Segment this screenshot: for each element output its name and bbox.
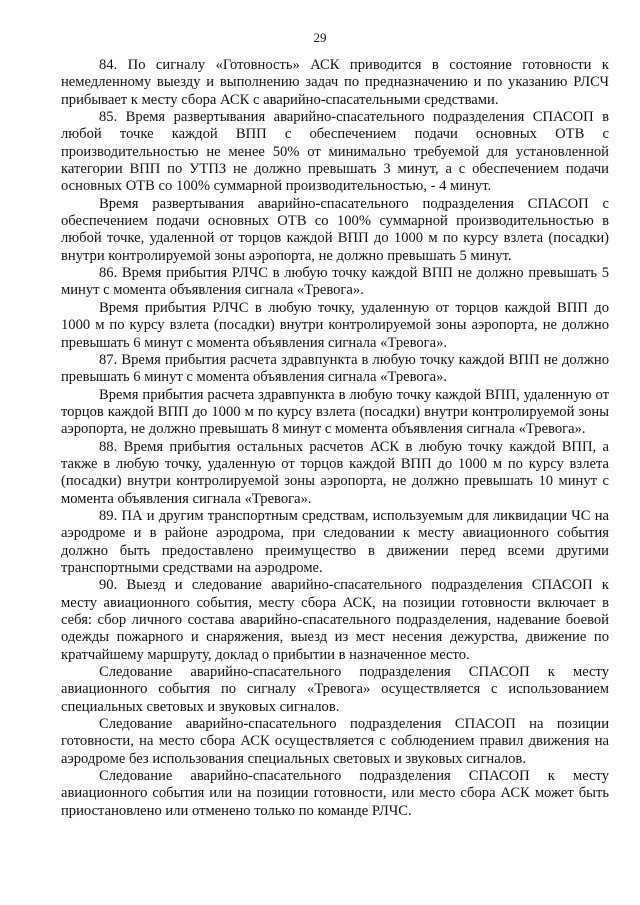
paragraph-84: 84. По сигналу «Готовность» АСК приводится в состояние готовности к немедленному выезду и выполнению задач по предназначению и по указанию РЛСЧ прибывает к месту сбора АСК с аварийно-спасательными средствами. — [61, 57, 609, 108]
paragraph-87-arrival-1000m: Время прибытия расчета здравпункта в любую точку каждой ВПП, удаленную от торцов каждой ВПП до 1000 м по курсу взлета (посадки) внутри контролируемой зоны аэропорта, не должно превышать 8 минут с момента объявления сигнала «Тревога». — [61, 386, 609, 438]
page-number: 29 — [313, 30, 327, 45]
paragraph-85: 85. Время развертывания аварийно-спасательного подразделения СПАСОП в любой точке каждой ВПП с обеспечением подачи основных ОТВ с производительностью не менее 50% от минимально требуемой для установленной категории ВПП по УТПЗ не должно превышать 3 минут, а с обеспечением подачи основных ОТВ со 100% суммарной производительностью, - 4 минут. — [61, 109, 609, 195]
paragraph-85-deployment-1000m: Время развертывания аварийно-спасательного подразделения СПАСОП с обеспечением подачи основных ОТВ со 100% суммарной производительностью в любой точке, удаленной от торцов каждой ВПП до 1000 м по курсу взлета (посадки) внутри контролируемой зоны аэропорта, не должно превышать 5 минут. — [61, 195, 609, 264]
paragraph-89: 89. ПА и другим транспортным средствам, используемым для ликвидации ЧС на аэродроме и в районе аэродрома, при следовании к месту авиационного события должно быть предоставлено преимущество в движении перед всеми другими транспортными средствами на аэродроме. — [61, 507, 609, 576]
paragraph-87: 87. Время прибытия расчета здравпункта в любую точку каждой ВПП не должно превышать 6 минут с момента объявления сигнала «Тревога». — [61, 351, 609, 386]
paragraph-90-alarm-route: Следование аварийно-спасательного подразделения СПАСОП к месту авиационного события по сигналу «Тревога» осуществляется с использованием специальных световых и звуковых сигналов. — [61, 664, 609, 715]
paragraph-86-arrival-1000m: Время прибытия РЛЧС в любую точку, удаленную от торцов каждой ВПП до 1000 м по курсу взлета (посадки) внутри контролируемой зоны аэропорта, не должно превышать 6 минут с момента объявления сигнала «Тревога». — [61, 299, 609, 351]
paragraph-90-readiness-route: Следование аварийно-спасательного подразделения СПАСОП на позиции готовности, на место сбора АСК осуществляется с соблюдением правил движения на аэродроме без использования специальных световых и звуковых сигналов. — [61, 716, 609, 767]
paragraph-90-cancellation: Следование аварийно-спасательного подразделения СПАСОП к месту авиационного события или на позиции готовности, или место сбора АСК может быть приостановлено или отменено только по команде РЛЧС. — [61, 768, 609, 819]
document-body — [61, 57, 609, 820]
paragraph-86: 86. Время прибытия РЛЧС в любую точку каждой ВПП не должно превышать 5 минут с момента объявления сигнала «Тревога». — [61, 265, 609, 299]
paragraph-90: 90. Выезд и следование аварийно-спасательного подразделения СПАСОП к месту авиационного события, месту сбора АСК, на позиции готовности включает в себя: сбор личного состава аварийно-спасательного подразделения, надевание боевой одежды пожарного и снаряжения, выезд из мест несения дежурства, движение по кратчайшему маршруту, доклад о прибытии в назначенное место. — [61, 577, 609, 663]
paragraph-88: 88. Время прибытия остальных расчетов АСК в любую точку каждой ВПП, а также в любую точку, удаленную от торцов каждой ВПП до 1000 м по курсу взлета (посадки) внутри контролируемой зоны аэропорта, не должно превышать 10 минут с момента объявления сигнала «Тревога». — [61, 438, 609, 507]
